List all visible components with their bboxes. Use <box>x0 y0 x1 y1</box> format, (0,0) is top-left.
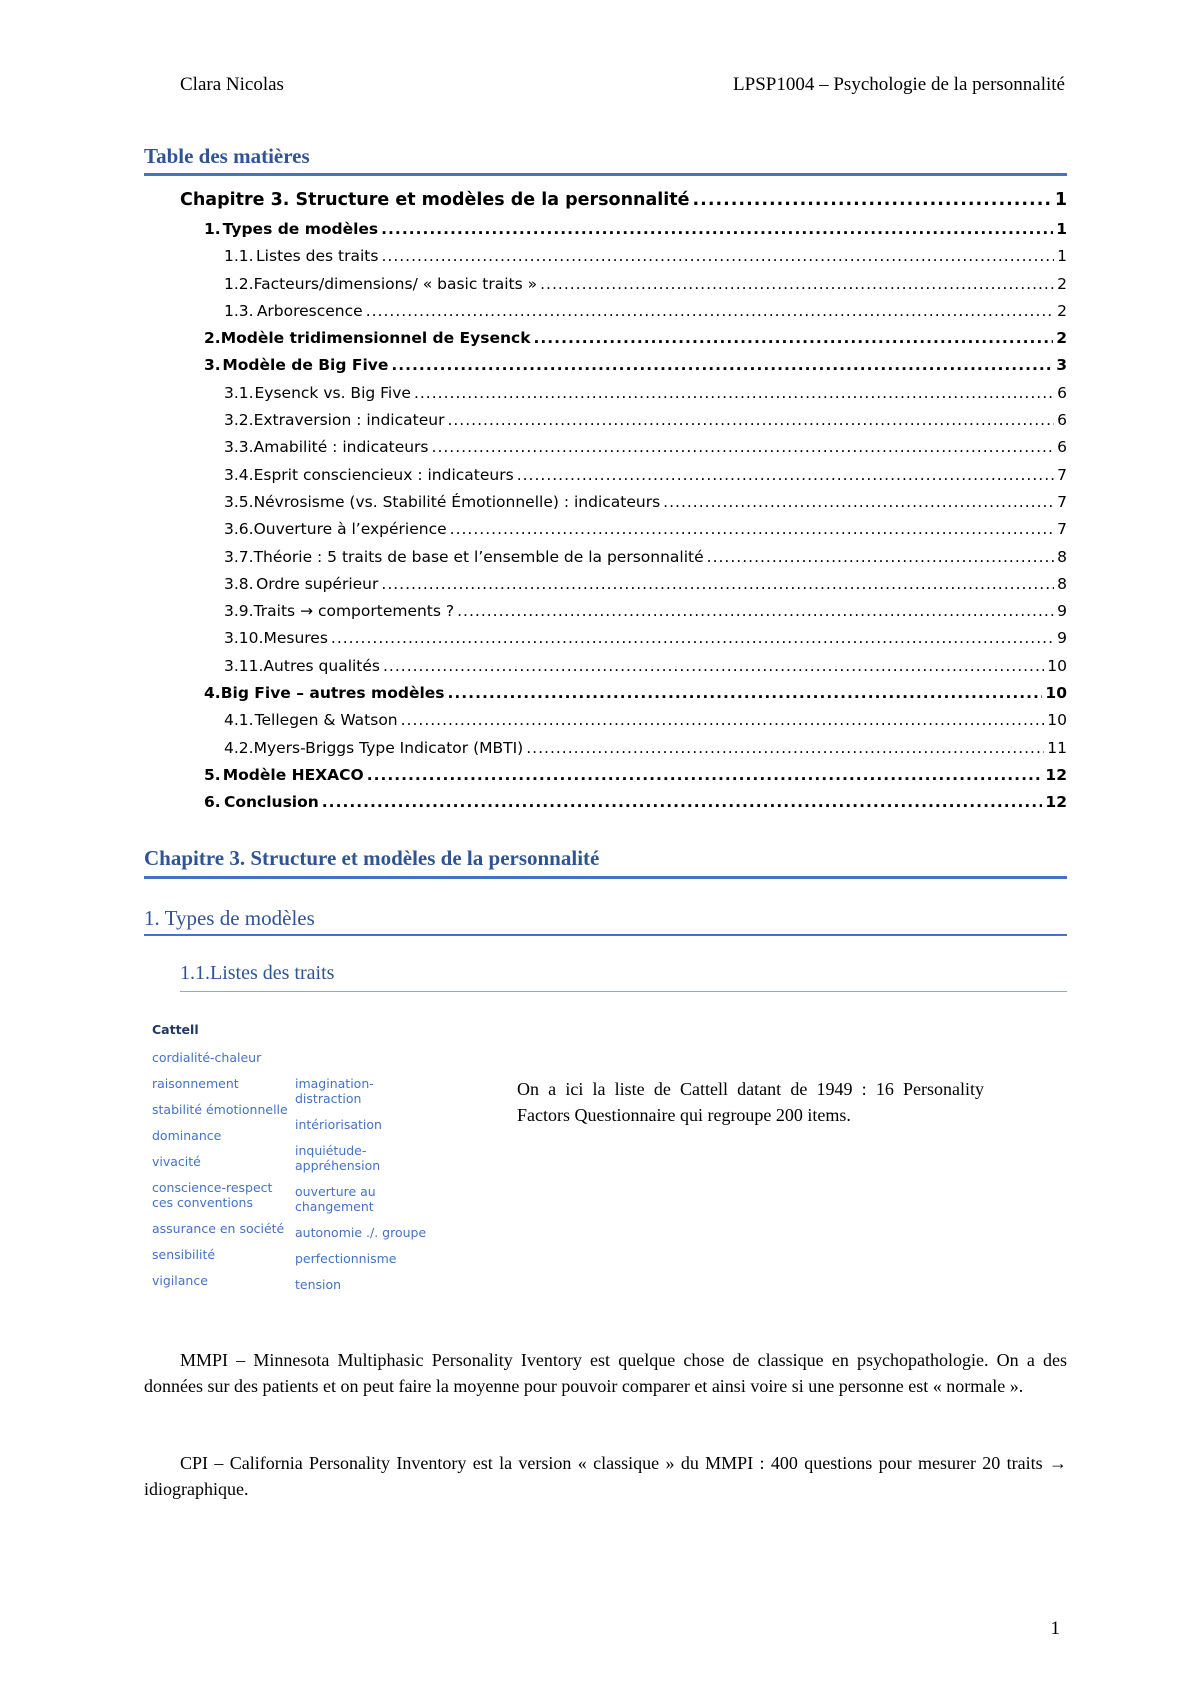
cattell-traits-figure <box>150 1022 440 1312</box>
toc-dot-leader <box>517 466 1054 484</box>
toc-dot-leader <box>414 384 1054 402</box>
toc-dot-leader <box>448 684 1043 702</box>
toc-entry[interactable] <box>144 602 1067 629</box>
toc-entry-title: Mesures <box>263 629 328 648</box>
section-heading-rule <box>144 934 1067 936</box>
toc-entry-title: Amabilité : indicateurs <box>253 438 429 457</box>
cattell-column-1 <box>152 1050 292 1299</box>
page-number: 1 <box>1050 1618 1060 1639</box>
toc-dot-leader <box>381 575 1054 593</box>
cattell-trait: ouverture au changement <box>295 1184 376 1214</box>
toc-dot-leader <box>540 275 1054 293</box>
toc-entry-page: 7 <box>1057 492 1067 511</box>
toc-entry-number: 3.3. <box>224 438 254 457</box>
toc-entry-page: 12 <box>1045 793 1067 812</box>
toc-entry-title: Arborescence <box>256 301 363 320</box>
toc-entry[interactable] <box>144 438 1067 465</box>
toc-entry-number: 3.11. <box>224 656 264 675</box>
cattell-trait: autonomie ./. groupe <box>295 1225 427 1240</box>
toc-dot-leader <box>450 520 1054 538</box>
toc-entry-title: Esprit consciencieux : indicateurs <box>253 465 514 484</box>
paragraph-cpi <box>144 1450 1067 1502</box>
cattell-caption: On a ici la liste de Cattell datant de 1949 : 16 Personality Factors Questionnaire qui regroupe 200 items. <box>517 1079 984 1125</box>
toc-entry-page: 2 <box>1057 274 1067 293</box>
toc-entry[interactable] <box>144 466 1067 493</box>
toc-entry[interactable] <box>144 711 1067 738</box>
toc-entry[interactable] <box>144 520 1067 547</box>
toc-entry-page: 1 <box>1057 247 1067 266</box>
toc-entry[interactable] <box>144 548 1067 575</box>
toc-entry[interactable] <box>144 384 1067 411</box>
toc-entry-title: Modèle tridimensionnel de Eysenck <box>220 329 531 348</box>
toc-entry-number: 3.10. <box>224 629 264 648</box>
paragraph-cpi-text: CPI – California Personality Inventory est la version « classique » du MMPI : 400 questions pour mesurer 20 traits → idiographique. <box>144 1453 1067 1499</box>
toc-entry[interactable] <box>144 190 1067 220</box>
toc-entry-number: 4.2. <box>224 738 254 757</box>
paragraph-mmpi <box>144 1347 1067 1399</box>
toc-entry-number: 1.2. <box>224 274 254 293</box>
toc-entry[interactable] <box>144 684 1067 711</box>
toc-entry[interactable] <box>144 275 1067 302</box>
toc-entry-number: 3.6. <box>224 520 254 539</box>
toc-entry-title: Ordre supérieur <box>256 574 379 593</box>
toc-entry[interactable] <box>144 657 1067 684</box>
toc-entry-number: 3.1. <box>224 383 254 402</box>
toc-entry-page: 11 <box>1047 738 1067 757</box>
toc-entry-page: 6 <box>1057 438 1067 457</box>
toc-entry-title: Autres qualités <box>263 656 380 675</box>
toc-entry-page: 9 <box>1057 629 1067 648</box>
toc-entry-number: 1. <box>204 220 221 238</box>
toc-entry[interactable] <box>144 575 1067 602</box>
toc-dot-leader <box>693 190 1052 210</box>
cattell-trait: assurance en société <box>152 1221 285 1236</box>
cattell-trait: dominance <box>152 1128 222 1143</box>
cattell-trait: stabilité émotionnelle <box>152 1102 288 1117</box>
toc-entry-number: 5. <box>204 765 221 784</box>
toc-dot-leader <box>534 329 1054 347</box>
toc-entry-title: Modèle de Big Five <box>222 356 389 375</box>
toc-dot-leader <box>381 247 1054 265</box>
cattell-trait: tension <box>295 1277 342 1292</box>
cattell-trait: conscience-respect ces conventions <box>152 1180 273 1210</box>
toc-dot-leader <box>707 548 1054 566</box>
toc-entry-number: 4.1. <box>224 711 254 730</box>
toc-entry-number: 3.2. <box>224 411 254 430</box>
toc-entry-page: 6 <box>1057 411 1067 430</box>
toc-entry-page: 9 <box>1057 602 1067 621</box>
cattell-trait: imagination-distraction <box>295 1076 374 1106</box>
toc-entry[interactable] <box>144 793 1067 820</box>
toc-entry[interactable] <box>144 220 1067 247</box>
toc-entry-page: 7 <box>1057 465 1067 484</box>
toc-entry-title: Listes des traits <box>256 247 379 266</box>
toc-entry[interactable] <box>144 302 1067 329</box>
toc-entry-number: 2. <box>204 329 221 348</box>
cattell-trait: inquiétude-appréhension <box>295 1143 381 1173</box>
toc-entry-page: 10 <box>1045 684 1067 703</box>
toc-entry-number: 6. <box>204 793 221 812</box>
chapter-heading: Chapitre 3. Structure et modèles de la personnalité <box>144 846 600 870</box>
toc-entry-number: 1.3. <box>224 301 254 320</box>
toc-entry-page: 2 <box>1057 301 1067 320</box>
toc-entry-page: 12 <box>1045 765 1067 784</box>
paragraph-mmpi-text: MMPI – Minnesota Multiphasic Personality Iventory est quelque chose de classique en psychopathologie. On a des données sur des patients et on peut faire la moyenne pour pouvoir comparer et ainsi voire si une personne est « normale ». <box>144 1350 1067 1396</box>
toc-dot-leader <box>432 438 1055 456</box>
toc-dot-leader <box>383 657 1044 675</box>
toc-entry[interactable] <box>144 247 1067 274</box>
toc-entry-number: 3.4. <box>224 465 254 484</box>
toc-entry-number: 3.8. <box>224 574 254 593</box>
toc-dot-leader <box>526 739 1044 757</box>
toc-dot-leader <box>457 602 1054 620</box>
toc-entry-number: 3.5. <box>224 492 254 511</box>
toc-dot-leader <box>367 766 1043 784</box>
cattell-trait: perfectionnisme <box>295 1251 397 1266</box>
toc-dot-leader <box>322 793 1043 811</box>
toc-entry-page: 3 <box>1056 356 1067 375</box>
toc-entry[interactable] <box>144 629 1067 656</box>
toc-entry-title: Tellegen & Watson <box>254 711 398 730</box>
toc-entry[interactable] <box>144 411 1067 438</box>
toc-entry-page: 8 <box>1057 574 1067 593</box>
toc-entry-title: Ouverture à l’expérience <box>253 520 447 539</box>
cattell-trait: sensibilité <box>152 1247 216 1262</box>
toc-entry-page: 2 <box>1056 329 1067 348</box>
toc-entry-title: Types de modèles <box>222 220 379 238</box>
cattell-column-2 <box>295 1076 435 1303</box>
toc-dot-leader <box>331 629 1054 647</box>
toc-entry-title: Extraversion : indicateur <box>253 411 445 430</box>
toc-entry-title: Théorie : 5 traits de base et l’ensemble de la personnalité <box>253 547 704 566</box>
cattell-trait: raisonnement <box>152 1076 239 1091</box>
toc-entry[interactable] <box>144 329 1067 356</box>
toc-entry-title: Traits → comportements ? <box>253 602 455 621</box>
toc-entry-title: Myers-Briggs Type Indicator (MBTI) <box>253 738 524 757</box>
toc-entry-title: Big Five – autres modèles <box>220 684 445 703</box>
toc-entry-title: Chapitre 3. Structure et modèles de la personnalité <box>180 190 690 210</box>
subsection-heading-rule <box>180 991 1067 992</box>
cattell-trait: vivacité <box>152 1154 201 1169</box>
toc-dot-leader <box>447 411 1054 429</box>
toc-entry-page: 1 <box>1056 220 1067 238</box>
toc-title-rule <box>144 173 1067 176</box>
chapter-heading-rule <box>144 876 1067 879</box>
toc-dot-leader <box>663 493 1054 511</box>
table-of-contents <box>144 190 1067 821</box>
toc-dot-leader <box>381 220 1053 238</box>
toc-entry-title: Facteurs/dimensions/ « basic traits » <box>253 274 538 293</box>
toc-entry-number: 3.9. <box>224 602 254 621</box>
toc-entry-number: 4. <box>204 684 221 703</box>
section-heading: 1. Types de modèles <box>144 906 315 930</box>
toc-entry-page: 8 <box>1057 547 1067 566</box>
cattell-trait: cordialité-chaleur <box>152 1050 262 1065</box>
toc-entry-title: Eysenck vs. Big Five <box>254 383 411 402</box>
toc-dot-leader <box>401 711 1045 729</box>
toc-entry-number: 3.7. <box>224 547 254 566</box>
cattell-trait: vigilance <box>152 1273 208 1288</box>
header-course: LPSP1004 – Psychologie de la personnalité <box>733 74 1065 95</box>
cattell-trait: intériorisation <box>295 1117 382 1132</box>
cattell-figure-title: Cattell <box>152 1022 199 1037</box>
toc-entry-page: 10 <box>1047 711 1067 730</box>
subsection-heading: 1.1.Listes des traits <box>180 962 335 984</box>
toc-entry-title: Modèle HEXACO <box>222 765 364 784</box>
toc-entry[interactable] <box>144 493 1067 520</box>
toc-entry[interactable] <box>144 766 1067 793</box>
toc-entry-title: Conclusion <box>223 793 319 812</box>
toc-entry-page: 7 <box>1057 520 1067 539</box>
header-author: Clara Nicolas <box>180 74 284 95</box>
toc-dot-leader <box>366 302 1054 320</box>
toc-entry-number: 3. <box>204 356 221 375</box>
toc-entry[interactable] <box>144 739 1067 766</box>
toc-entry-number: 1.1. <box>224 247 254 266</box>
toc-dot-leader <box>391 356 1053 374</box>
toc-title: Table des matières <box>144 144 310 168</box>
toc-entry-page: 10 <box>1047 656 1067 675</box>
toc-entry-page: 1 <box>1054 190 1067 210</box>
toc-entry-page: 6 <box>1057 383 1067 402</box>
toc-entry-title: Névrosisme (vs. Stabilité Émotionnelle) : indicateurs <box>253 492 661 511</box>
toc-entry[interactable] <box>144 356 1067 383</box>
